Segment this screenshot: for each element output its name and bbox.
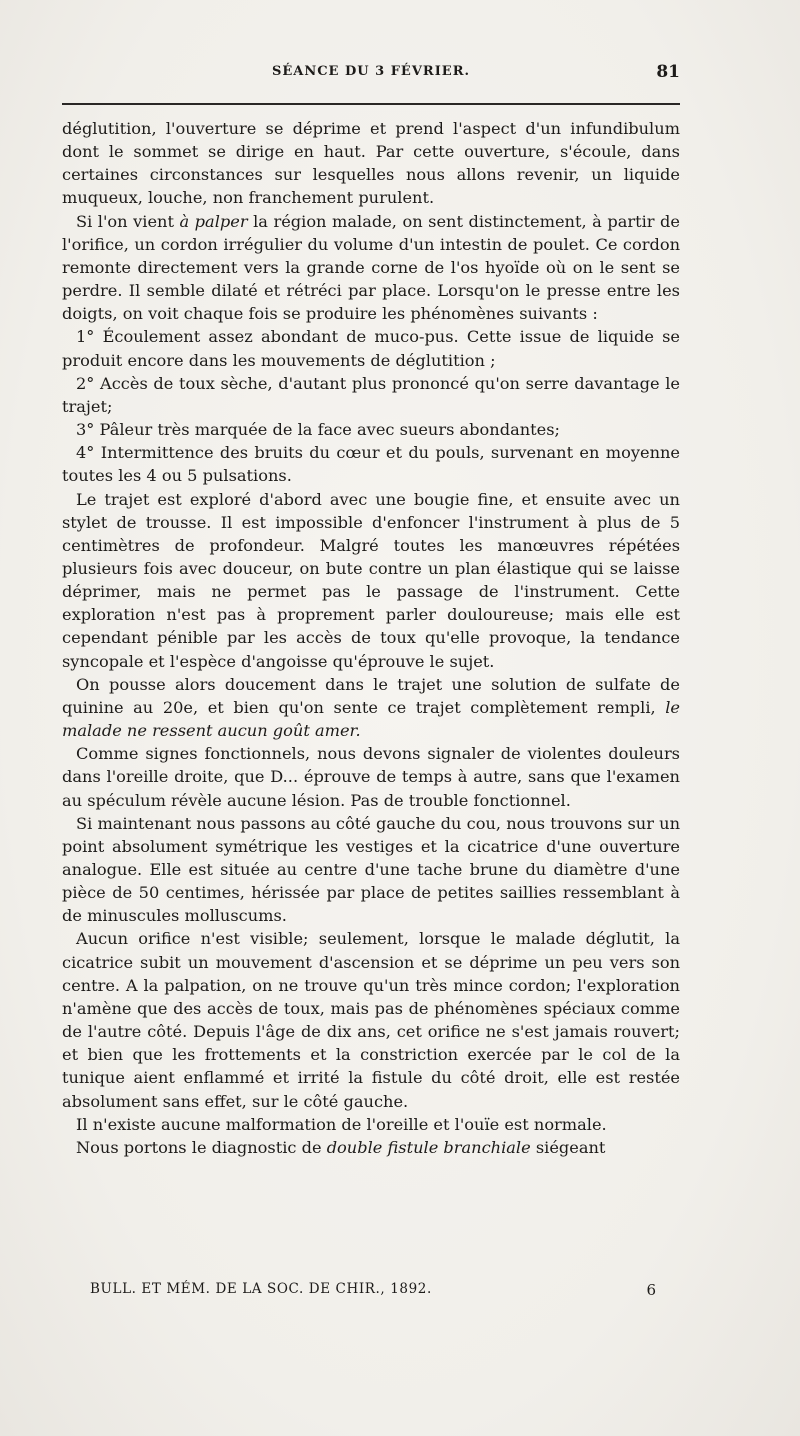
paragraph [62,441,680,487]
footer-journal: BULL. ET MÉM. DE LA SOC. DE CHIR., 1892. [90,1281,432,1297]
body-text [62,117,680,1159]
text-run: Si maintenant nous passons au côté gauche du cou, nous trouvons sur un point absolument symétrique les vestiges et la cicatrice d'une ouverture analogue. Elle est située au centre d'une tache brune du diamètre d'une pièce de 50 centimes, hérissée par place de petites saillies ressemblant à de minuscules molluscums. [62,813,680,926]
text-run: 1° Écoulement assez abondant de muco-pus. Cette issue de liquide se produit encore dans les mouvements de déglutition ; [62,327,680,370]
paragraph [62,418,680,441]
header-rule [62,103,680,105]
paragraph [62,372,680,418]
text-run: Nous portons le diagnostic de [76,1137,327,1157]
page-footer [90,1281,656,1301]
running-head: SÉANCE DU 3 FÉVRIER. [271,64,471,79]
text-run: Il n'existe aucune malformation de l'oreille et l'ouïe est normale. [76,1114,607,1134]
paragraph [62,812,680,928]
text-run: la région malade, on sent distinctement, à partir de l'orifice, un cordon irrégulier du volume d'un intestin de poulet. Ce cordon remonte directement vers la grande corne de l'os hyoïde où on le sent se perdre. Il semble dilaté et rétréci par place. Lorsqu'on le presse entre les doigts, on voit chaque fois se produire les phénomènes suivants : [62,211,680,324]
italic-text: double fistule branchiale [326,1137,531,1157]
paragraph [62,742,680,811]
text-run: Aucun orifice n'est visible; seulement, lorsque le malade déglutit, la cicatrice subit un mouvement d'ascension et se déprime un peu vers son centre. A la palpation, on ne trouve qu'un très mince cordon; l'exploration n'amène que des accès de toux, mais pas de phénomènes spéciaux comme de l'autre côté. Depuis l'âge de dix ans, cet orifice ne s'est jamais rouvert; et bien que les frottements et la constriction exercée par le col de la tunique aient enflammé et irrité la fistule du côté droit, elle est restée absolument sans effet, sur le côté gauche. [62,929,680,1111]
paragraph [62,673,680,742]
paragraph [62,1136,680,1159]
footer-signature: 6 [646,1281,656,1299]
text-run: On pousse alors doucement dans le trajet une solution de sulfate de quinine au 20e, et bien qu'on sente ce trajet complètement rempli, [62,674,680,717]
text-run: siégeant [530,1137,606,1157]
paragraph [62,117,680,210]
text-run: 3° Pâleur très marquée de la face avec sueurs abondantes; [76,420,561,440]
paragraph [62,325,680,371]
italic-text: le malade ne ressent aucun goût amer. [62,697,680,741]
paragraph [62,488,680,673]
text-run: Le trajet est exploré d'abord avec une bougie fine, et ensuite avec un stylet de trousse. Il est impossible d'enfoncer l'instrument à plus de 5 centimètres de profondeur. Malgré toutes les manœuvres répétées plusieurs fois avec douceur, on bute contre un plan élastique qui se laisse déprimer, mais ne permet pas le passage de l'instrument. Cette exploration n'est pas à proprement parler douloureuse; mais elle est cependant pénible par les accès de toux qu'elle provoque, la tendance syncopale et l'espèce d'angoisse qu'éprouve le sujet. [62,489,680,671]
text-run: 2° Accès de toux sèche, d'autant plus prononcé qu'on serre davantage le trajet; [62,373,680,416]
text-run: 4° Intermittence des bruits du cœur et du pouls, survenant en moyenne toutes les 4 ou 5 pulsations. [62,443,680,486]
paragraph [62,927,680,1112]
italic-text: à palper [179,211,248,231]
text-run: Si l'on vient [76,211,180,231]
text-run: Comme signes fonctionnels, nous devons signaler de violentes douleurs dans l'oreille droite, que D... éprouve de temps à autre, sans que l'examen au spéculum révèle aucune lésion. Pas de trouble fonctionnel. [62,744,680,810]
page-number: 81 [656,62,680,82]
page-header [62,64,680,88]
paragraph [62,210,680,326]
paragraph [62,1113,680,1136]
text-run: déglutition, l'ouverture se déprime et prend l'aspect d'un infundibulum dont le sommet se dirige en haut. Par cette ouverture, s'écoule, dans certaines circonstances sur lesquelles nous allons revenir, un liquide muqueux, louche, non franchement purulent. [62,119,680,208]
